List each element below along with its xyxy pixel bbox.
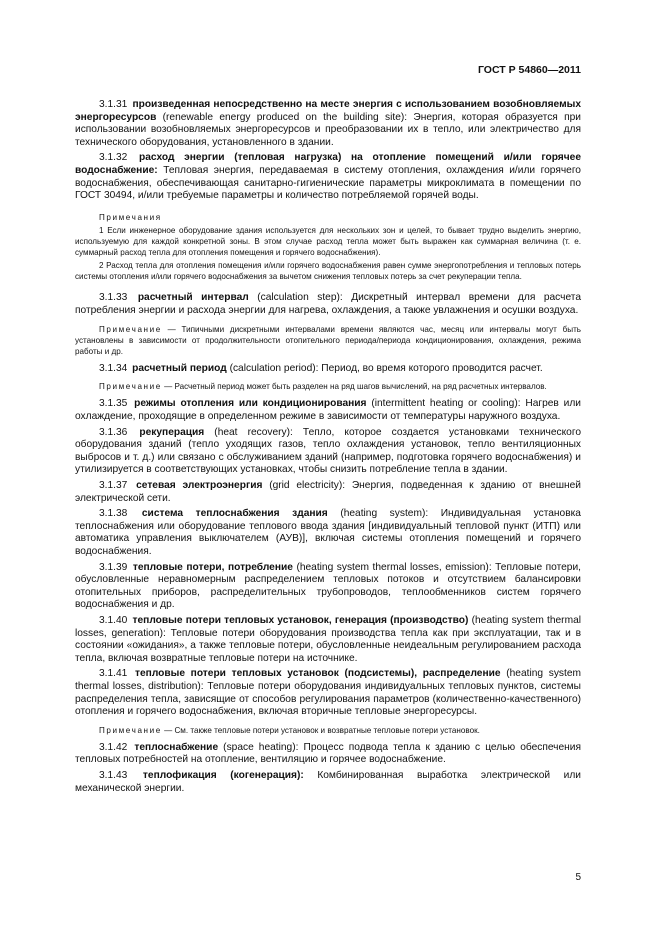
term-definition: (heating system thermal losses, generation): Тепловые потери оборудования производства тепла как при эксплуатации, так и в состоянии «ожидания», а также тепловые потери, обусловленные неидеальным регулированием расхода тепла, включая возвратные тепловые потери на источнике.	[75, 614, 581, 664]
term-title: система теплоснабжения здания	[141, 508, 328, 520]
term-definition: (space heating): Процесс подвода тепла к зданию с целью обеспечения тепловых потребностей на отопление, вентиляцию и горячее водоснабжение.	[75, 741, 581, 766]
notes-heading: Примечания	[99, 212, 162, 222]
term-definition: (heating system thermal losses, distribution): Тепловые потери оборудования индивидуальных тепловых пунктов, системы распределения тепла, зависящие от способов регулирования параметров (количественно-качественного) отопления и горячего водоснабжения, включая вторичные тепловые энергоресурсы.	[75, 668, 582, 718]
term-3-1-43: 3.1.43 теплофикация (когенерация): Комбинированная выработка электрической или механической энергии.	[75, 770, 581, 794]
term-3-1-42: 3.1.42 теплоснабжение (space heating): Процесс подвода тепла к зданию с целью обеспечения тепловых потребностей на отопление, вентиляцию и горячее водоснабжение.	[75, 741, 581, 766]
term-title: сетевая электроэнергия	[136, 480, 263, 492]
document-code: ГОСТ Р 54860—2011	[477, 64, 581, 76]
term-3-1-39: 3.1.39 тепловые потери, потребление (heating system thermal losses, emission): Тепловые потери, обусловленные неравномерным распределением тепловых потоков и отсутствием балансировки отопительных приборов, распределительных трубопроводов, теплообменников систем горячего водоснабжения и др.	[75, 561, 581, 611]
note-label: Примечание	[99, 382, 162, 392]
term-title: произведенная непосредственно на месте энергия с использованием возобновляемых энергоресурсов	[75, 99, 581, 123]
term-3-1-35: 3.1.35 режимы отопления или кондиционирования (intermittent heating or cooling): Нагрев или охлаждение, проходящие в определенном режиме в зависимости от температуры наружного воздуха.	[75, 398, 581, 423]
term-3-1-34: 3.1.34 расчетный период (calculation period): Период, во время которого проводится расчет.	[99, 362, 543, 374]
term-definition: (heating system thermal losses, emission): Тепловые потери, обусловленные неравномерным распределением тепловых потоков и отсутствием балансировки отопительных приборов, распределительных трубопроводов, теплообменников систем горячего водоснабжения и др.	[75, 561, 581, 611]
term-3-1-38: 3.1.38 система теплоснабжения здания (heating system): Индивидуальная установка теплоснабжения или оборудование теплового ввода здания [индивидуальный тепловой пункт (ИТП) или автоматика управления выключателем (АУВ)], включая системы отопления помещений и горячего водоснабжения.	[75, 508, 581, 557]
document-body	[75, 96, 581, 795]
term-title: рекуперация	[139, 426, 205, 438]
term-3-1-37: 3.1.37 сетевая электроэнергия (grid electricity): Энергия, подведенная к зданию от внешней электрической сети.	[75, 480, 581, 504]
term-definition: Тепловая энергия, передаваемая в систему отопления, охлаждения и/или горячего водоснабжения, обеспечивающая санитарно-гигиенические параметры микроклимата в помещении по ГОСТ 30494, и/или требуемые параметры и количество потребляемой горячей воды.	[75, 164, 581, 202]
term-title: теплофикация (когенерация):	[142, 770, 304, 781]
note-3-1-34: Примечание — Расчетный период может быть разделен на ряд шагов вычислений, на ряд расчетных интервалов.	[99, 382, 547, 392]
note-label: Примечание	[99, 324, 162, 334]
term-definition: (renewable energy produced on the building site): Энергия, которая образуется при использовании возобновляемых энергоресурсов и преобразовании их в тепло, или электричество для технического оборудования, установленного в здании.	[75, 111, 581, 148]
term-title: тепловые потери тепловых установок (подсистемы), распределение	[135, 668, 501, 680]
term-definition: (calculation step): Дискретный интервал времени для расчета потребления энергии и расхода энергии для нагрева, охлаждения, а также увлажнения и осушки воздуха.	[75, 292, 581, 316]
term-3-1-33: 3.1.33 расчетный интервал (calculation step): Дискретный интервал времени для расчета потребления энергии и расхода энергии для нагрева, охлаждения, а также увлажнения и осушки воздуха.	[75, 292, 581, 316]
note-item-1: 1 Если инженерное оборудование здания используется для нескольких зон и целей, то бывает трудно выделить энергию, используемую для каждой конкретной зоны. В этом случае расход тепла может быть выражен как суммарная величина (т. е. суммарный расход тепла для отопления помещения и горячего водоснабжения).	[75, 225, 581, 258]
term-definition: Комбинированная выработка электрической или механической энергии.	[75, 770, 581, 794]
term-definition: (intermittent heating or cooling): Нагрев или охлаждение, проходящие в определенном режиме в зависимости от температуры наружного воздуха.	[75, 398, 581, 423]
term-3-1-32: 3.1.32 расход энергии (тепловая нагрузка) на отопление помещений и/или горячее водоснабжение: Тепловая энергия, передаваемая в систему отопления, охлаждения и/или горячего водоснабжения, обеспечивающая санитарно-гигиенические параметры микроклимата в помещении по ГОСТ 30494, и/или требуемые параметры и количество потребляемой горячей воды.	[75, 152, 581, 202]
term-definition: (heating system): Индивидуальная установка теплоснабжения или оборудование теплового ввода здания [индивидуальный тепловой пункт (ИТП) или автоматика управления выключателем (АУВ)], включая системы отопления помещений и горячего водоснабжения.	[75, 508, 581, 557]
term-3-1-36: 3.1.36 рекуперация (heat recovery): Тепло, которое создается установками технического оборудования зданий (тепло уходящих газов, тепло охлаждения установок, тепло вентиляционных выбросов и т. д.) или связано с обслуживанием зданий (например, подготовка горячего водоснабжения) и утилизируется в соответствующих установках, чтобы снизить потребление тепла в здании.	[75, 426, 581, 476]
term-title: расход энергии (тепловая нагрузка) на отопление помещений и/или горячее водоснабжение:	[75, 152, 581, 176]
page-number: 5	[575, 872, 581, 883]
term-title: тепловые потери, потребление	[132, 561, 293, 573]
term-definition: (grid electricity): Энергия, подведенная к зданию от внешней электрической сети.	[75, 480, 581, 504]
term-title: расчетный интервал	[137, 292, 249, 304]
term-3-1-41: 3.1.41 тепловые потери тепловых установок (подсистемы), распределение (heating system thermal losses, distribution): Тепловые потери оборудования индивидуальных тепловых пунктов, системы распределения тепла, зависящие от способов регулирования параметров (количественно-качественного) отопления и горячего водоснабжения, включая вторичные тепловые энергоресурсы.	[75, 668, 582, 718]
term-title: расчетный период	[132, 362, 227, 374]
note-item-2: 2 Расход тепла для отопления помещения и/или горячего водоснабжения равен сумме энергопотребления и тепловых потерь системы отопления и/или горячего водоснабжения за вычетом снижения тепловых потерь за счет рекуперации тепла.	[75, 261, 581, 282]
notes-3-1-32	[75, 212, 581, 283]
note-label: Примечание	[99, 725, 162, 735]
term-title: теплоснабжение	[134, 741, 219, 753]
term-definition: (heat recovery): Тепло, которое создается установками технического оборудования зданий (тепло уходящих газов, тепло охлаждения установок, тепло вентиляционных выбросов и т. д.) или связано с обслуживанием зданий (например, подготовка горячего водоснабжения) и утилизируется в соответствующих установках, чтобы снизить потребление тепла в здании.	[75, 426, 581, 476]
term-title: тепловые потери тепловых установок, генерация (производство)	[132, 614, 469, 626]
term-definition: (calculation period): Период, во время которого проводится расчет.	[229, 362, 543, 374]
term-title: режимы отопления или кондиционирования	[134, 398, 367, 410]
term-3-1-40: 3.1.40 тепловые потери тепловых установок, генерация (производство) (heating system thermal losses, generation): Тепловые потери оборудования производства тепла как при эксплуатации, так и в состоянии «ожидания», а также тепловые потери, обусловленные неидеальным регулированием расхода тепла, включая возвратные тепловые потери на источнике.	[75, 614, 581, 664]
note-3-1-41: Примечание — См. также тепловые потери установок и возвратные тепловые потери установок.	[99, 725, 480, 735]
term-3-1-31: 3.1.31 произведенная непосредственно на месте энергия с использованием возобновляемых энергоресурсов (renewable energy produced on the building site): Энергия, которая образуется при использовании возобновляемых энергоресурсов и преобразовании их в тепло, или электричество для технического оборудования, установленного в здании.	[75, 99, 581, 148]
note-3-1-33: Примечание — Типичными дискретными интервалами времени являются час, месяц или интервалы могут быть установлены в зависимости от продолжительности отопительного периода/периода кондиционирования, охлаждения, режима работы и др.	[75, 324, 581, 356]
